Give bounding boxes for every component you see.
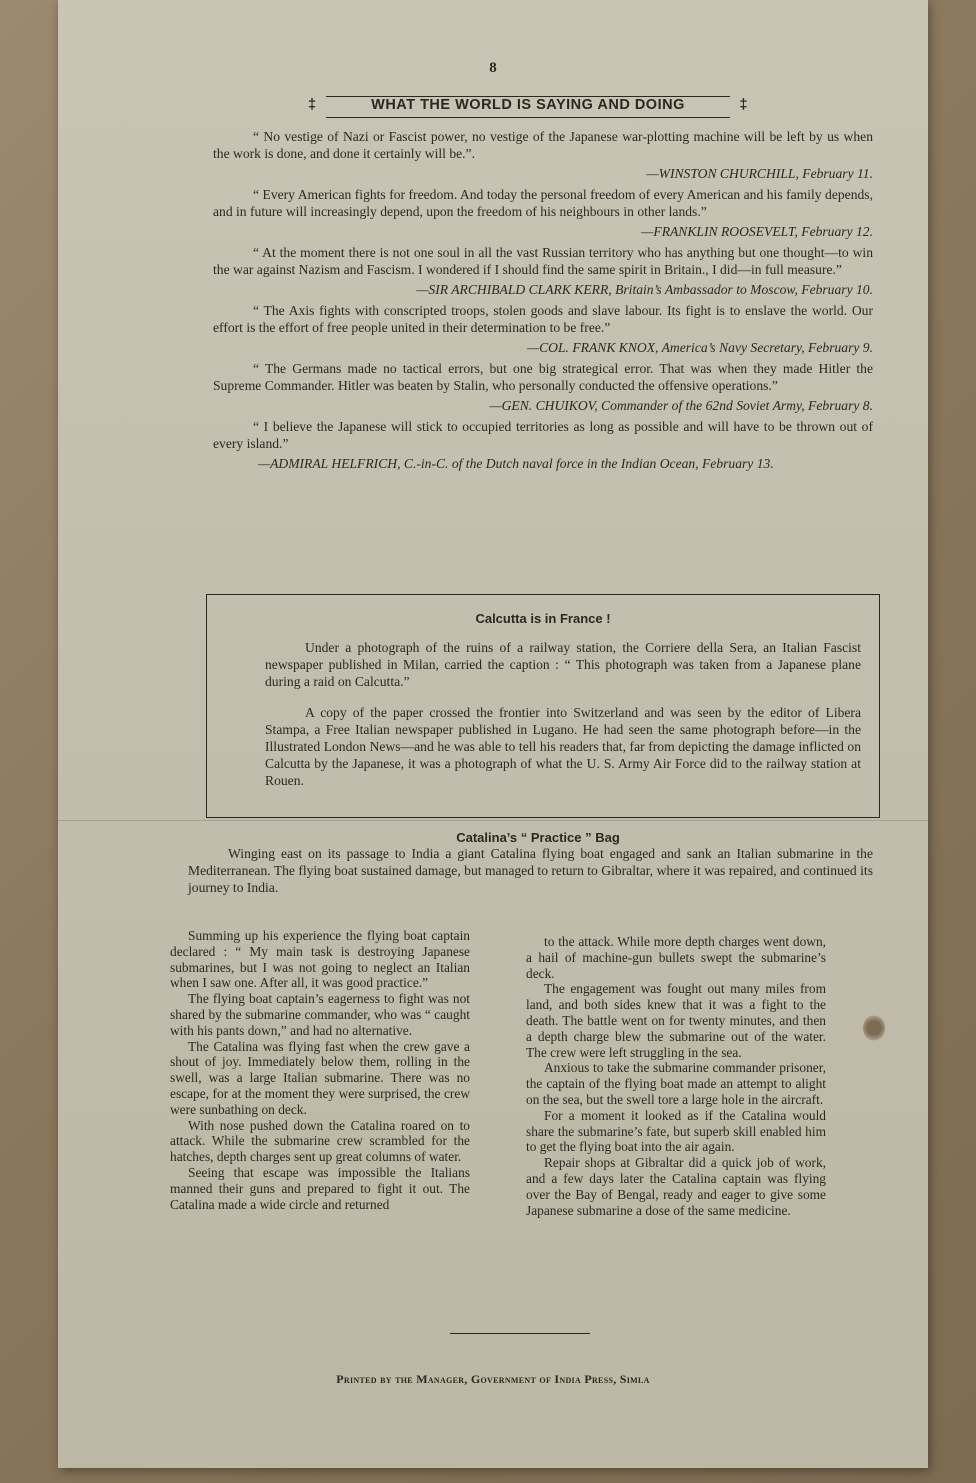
quote-attribution: —WINSTON CHURCHILL, February 11. [646,166,873,181]
story-paragraph: The flying boat captain’s eagerness to fight was not shared by the submarine commander, who was “ caught with his pants down,” and had no alternative. [170,991,470,1038]
quote-helfrich [213,418,873,472]
printer-imprint: Printed by the Manager, Government of India Press, Simla [336,1372,650,1386]
quote-churchill [213,128,873,182]
paper-hole [863,1015,885,1041]
story-paragraph: Anxious to take the submarine commander prisoner, the captain of the flying boat made an attempt to alight on the sea, but the swell tore a large hole in the aircraft. [526,1060,826,1107]
quote-chuikov [213,360,873,414]
story-title: Catalina’s “ Practice ” Bag [456,830,620,845]
quotes-section [213,128,873,476]
quote-attribution: —GEN. CHUIKOV, Commander of the 62nd Soviet Army, February 8. [489,398,873,413]
calcutta-box [206,594,880,818]
story-paragraph: Seeing that escape was impossible the Italians manned their guns and prepared to fight it out. The Catalina made a wide circle and returned [170,1164,470,1212]
quote-attribution: —ADMIRAL HELFRICH, C.-in-C. of the Dutch naval force in the Indian Ocean, February 13. [258,456,774,471]
quote-text: “ The Germans made no tactical errors, but one big strategical error. That was when they made Hitler the Supreme Commander. Hitler was beaten by Stalin, who personally conducted the offensive operations.” [213,361,873,393]
quote-attribution: —FRANKLIN ROOSEVELT, February 12. [641,224,873,239]
box-title: Calcutta is in France ! [475,611,611,626]
quote-roosevelt [213,186,873,240]
story-paragraph: With nose pushed down the Catalina roared on to attack. While the submarine crew scrambled for the hatches, depth charges sent up great columns of water. [170,1117,470,1165]
story-paragraph: Repair shops at Gibraltar did a quick job of work, and a few days later the Catalina captain was flying over the Bay of Bengal, ready and eager to give some Japanese submarine a dose of the same medicine. [526,1155,826,1218]
quote-text: “ I believe the Japanese will stick to occupied territories as long as possible and will have to be thrown out of every island.” [213,419,873,451]
page-number: 8 [489,60,497,76]
box-paragraph: A copy of the paper crossed the frontier into Switzerland and was seen by the editor of Libera Stampa, a Free Italian newspaper published in Lugano. He had seen the same photograph before—in the Illustrated London News—and he was able to tell his readers that, far from depicting the damage inflicted on Calcutta by the Japanese, it was a photograph of what the U. S. Army Air Force did to the railway station at Rouen. [265,705,861,788]
section-heading [308,97,748,113]
story-paragraph: Summing up his experience the flying boat captain declared : “ My main task is destroying Japanese submarines, but I was not going to neglect an Italian when I saw one. After all, it was good practice.” [170,928,470,991]
story-paragraph: The engagement was fought out many miles from land, and both sides knew that it was a fight to the death. The battle went on for twenty minutes, and then a depth charge blew the submarine out of the water. The crew were left struggling in the sea. [526,981,826,1060]
fold-crease [58,820,928,821]
heading-title: WHAT THE WORLD IS SAYING AND DOING [371,97,685,113]
story-column-right [526,934,826,1218]
quote-knox [213,302,873,356]
story-column-left [170,928,470,1212]
quote-clark-kerr [213,244,873,298]
quote-text: “ At the moment there is not one soul in all the vast Russian territory who has anything but one thought—to win the war against Nazism and Fascism. I wondered if I should find the same spirit in Britain., I did—in full measure.” [213,245,873,277]
quote-attribution: —COL. FRANK KNOX, America’s Navy Secretary, February 9. [527,340,873,355]
story-lead: Winging east on its passage to India a giant Catalina flying boat engaged and sank an Italian submarine in the Mediterranean. The flying boat sustained damage, but managed to return to Gibraltar, where it was repaired, and continued its journey to India. [188,846,873,895]
footer-rule [450,1333,590,1334]
story-paragraph: The Catalina was flying fast when the crew gave a shout of joy. Immediately below them, rolling in the swell, was a large Italian submarine. There was no escape, for at the moment they were surprised, the crew were sunbathing on deck. [170,1038,470,1117]
quote-text: “ The Axis fights with conscripted troops, stolen goods and slave labour. Its fight is to enslave the world. Our effort is the effort of free people united in their determination to be free.” [213,303,873,335]
quote-text: “ No vestige of Nazi or Fascist power, no vestige of the Japanese war-plotting machine will be left by us when the work is done, and done it certainly will be.”. [213,129,873,161]
heading-mark-left: ‡ [308,97,317,113]
box-body [265,639,861,803]
quote-text: “ Every American fights for freedom. And today the personal freedom of every American and his family depends, and in future will increasingly depend, upon the freedom of his neighbours in other lands.” [213,187,873,219]
heading-rule-bottom [326,117,730,118]
story-paragraph: to the attack. While more depth charges went down, a hail of machine-gun bullets swept the submarine’s deck. [526,934,826,981]
newspaper-page [58,0,928,1468]
heading-mark-right: ‡ [739,97,748,113]
story-paragraph: For a moment it looked as if the Catalina would share the submarine’s fate, but superb skill enabled him to get the flying boat into the air again. [526,1107,826,1155]
quote-attribution: —SIR ARCHIBALD CLARK KERR, Britain’s Ambassador to Moscow, February 10. [416,282,873,297]
box-paragraph: Under a photograph of the ruins of a railway station, the Corriere della Sera, an Italian Fascist newspaper published in Milan, carried the caption : “ This photograph was taken from a Japanese plane during a raid on Calcutta.” [265,640,861,689]
